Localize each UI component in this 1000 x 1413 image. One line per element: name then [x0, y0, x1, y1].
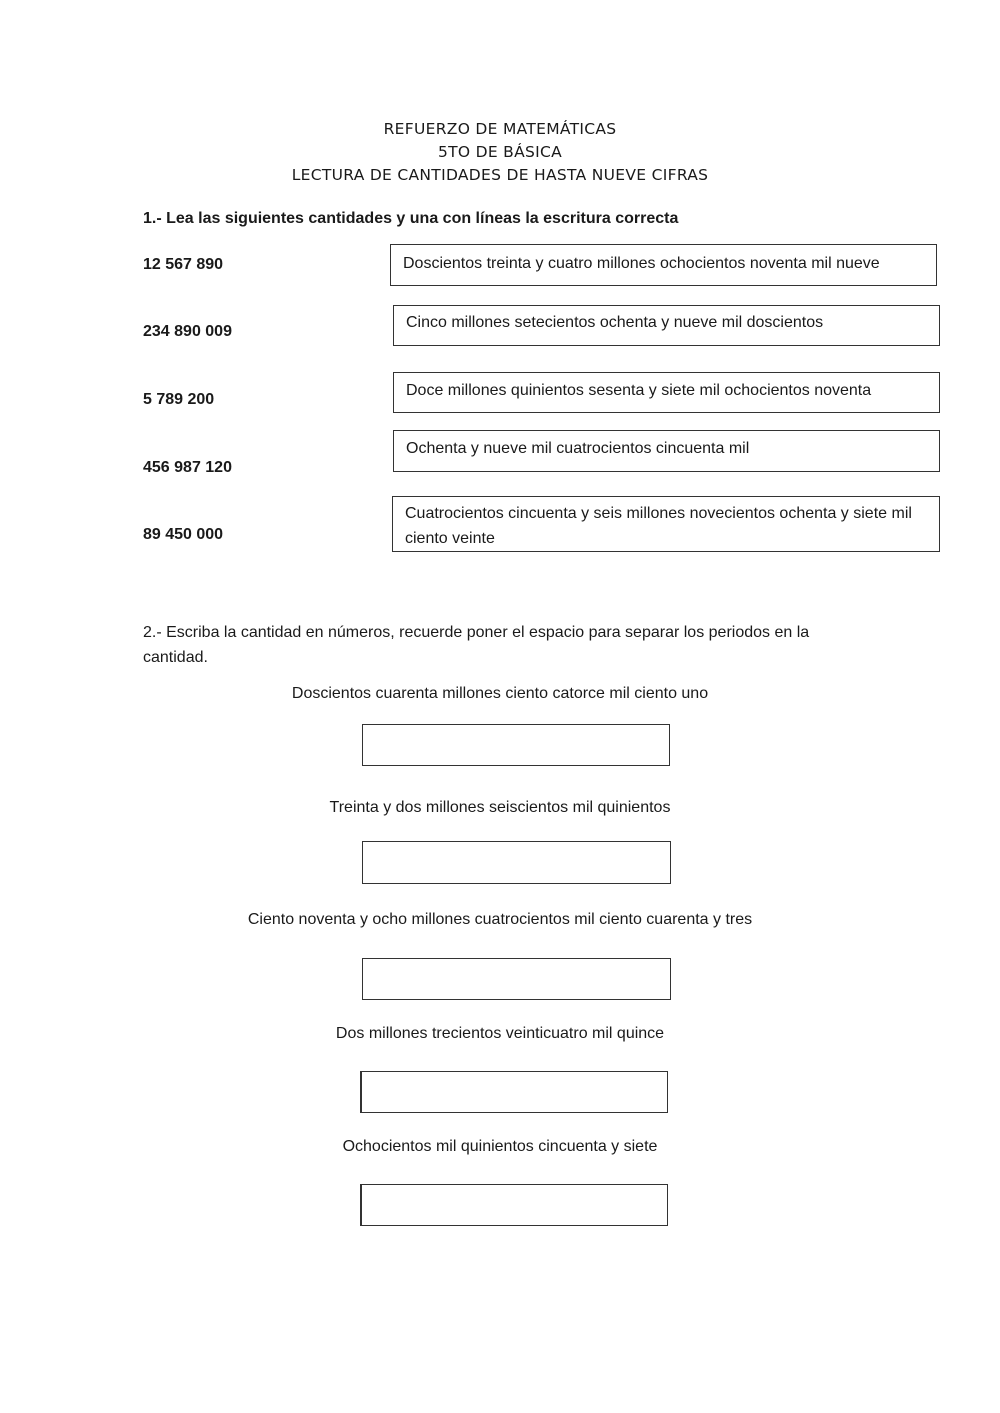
- number-item[interactable]: 12 567 890: [143, 256, 224, 273]
- answer-input[interactable]: [362, 841, 671, 884]
- quantity-phrase: Treinta y dos millones seiscientos mil quinientos: [329, 799, 671, 816]
- answer-input[interactable]: [360, 1184, 668, 1226]
- number-item[interactable]: 234 890 009: [143, 323, 232, 340]
- number-item[interactable]: 5 789 200: [143, 391, 215, 408]
- answer-input[interactable]: [362, 724, 670, 766]
- quantity-phrase: Doscientos cuarenta millones ciento catorce mil ciento uno: [291, 685, 709, 702]
- quantity-phrase: Ochocientos mil quinientos cincuenta y siete: [342, 1138, 658, 1155]
- answer-input[interactable]: [362, 958, 671, 1000]
- grade-label: 5TO DE BÁSICA: [437, 143, 563, 161]
- written-option[interactable]: Ochenta y nueve mil cuatrocientos cincuenta mil: [393, 430, 940, 472]
- answer-input[interactable]: [360, 1071, 668, 1113]
- worksheet-title: REFUERZO DE MATEMÁTICAS: [383, 120, 617, 138]
- number-item[interactable]: 456 987 120: [143, 459, 232, 476]
- question-2-instruction: 2.- Escriba la cantidad en números, recuerde poner el espacio para separar los periodos en la cantidad.: [143, 624, 810, 666]
- quantity-phrase: Dos millones trecientos veinticuatro mil quince: [335, 1025, 665, 1042]
- written-option[interactable]: Cuatrocientos cincuenta y seis millones novecientos ochenta y siete mil ciento veinte: [392, 496, 940, 552]
- question-1-title: 1.- Lea las siguientes cantidades y una con líneas la escritura correcta: [143, 210, 679, 227]
- topic-label: LECTURA DE CANTIDADES DE HASTA NUEVE CIFRAS: [291, 166, 709, 184]
- written-option[interactable]: Doscientos treinta y cuatro millones ochocientos noventa mil nueve: [390, 244, 937, 286]
- quantity-phrase: Ciento noventa y ocho millones cuatrocientos mil ciento cuarenta y tres: [247, 911, 753, 928]
- written-option[interactable]: Cinco millones setecientos ochenta y nueve mil doscientos: [393, 305, 940, 346]
- number-item[interactable]: 89 450 000: [143, 526, 224, 543]
- written-option[interactable]: Doce millones quinientos sesenta y siete mil ochocientos noventa: [393, 372, 940, 413]
